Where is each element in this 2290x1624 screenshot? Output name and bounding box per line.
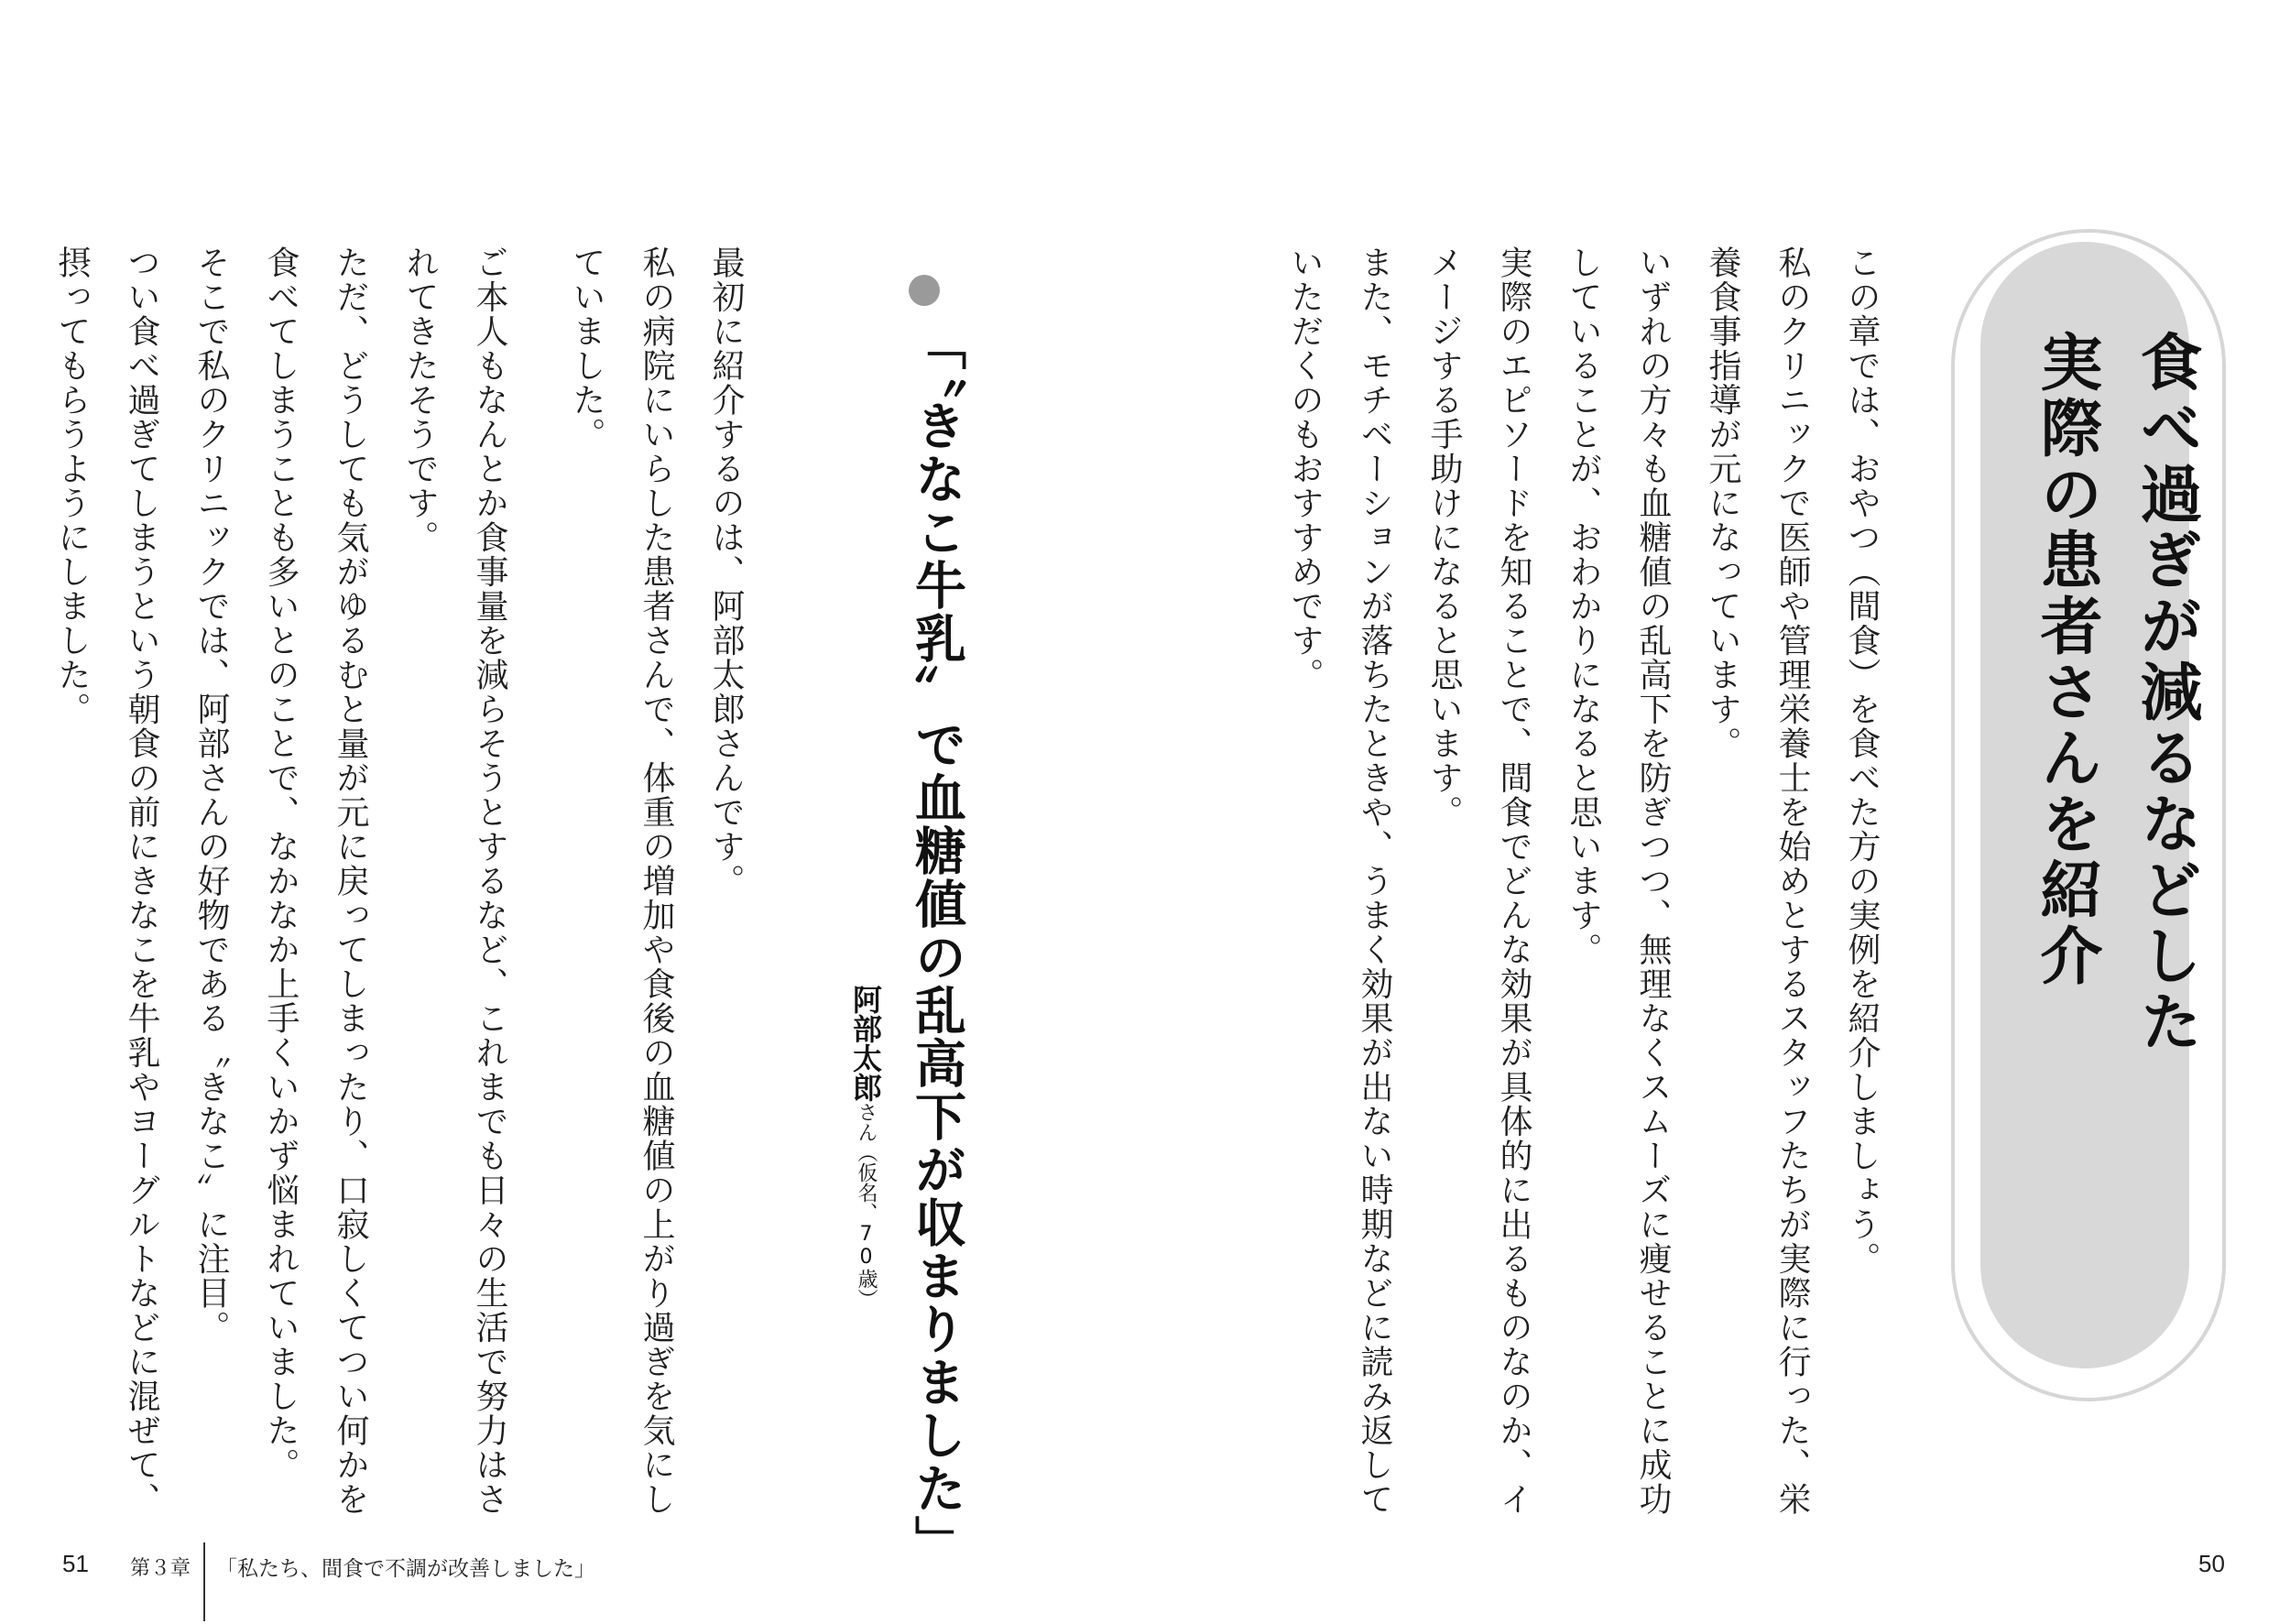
story-line: 摂ってもらうようにしました。	[53, 245, 91, 726]
intro-line: 養食事指導が元になっています。	[1704, 245, 1741, 761]
intro-line: 実際のエピソードを知ることで、間食でどんな効果が具体的に出るものなのか、イ	[1495, 245, 1532, 1517]
intro-line: いただくのもおすすめです。	[1286, 245, 1324, 692]
intro-line: また、モチベーションが落ちたときや、うまく効果が出ない時期などに読み返して	[1356, 245, 1393, 1517]
story-line: 最初に紹介するのは、阿部太郎さんです。	[707, 245, 745, 899]
person-note: （仮名、70歳）	[855, 1142, 878, 1309]
story-line: れてきたそうです。	[401, 245, 439, 555]
section-heading: 「〝きなこ牛乳〟で血糖値の乱高下が収まりました」	[907, 319, 966, 1568]
story-line: 食べてしまうことも多いとのことで、なかなか上手くいかず悩まれていました。	[262, 245, 300, 1482]
section-bullet-icon	[909, 275, 940, 306]
intro-line: メージする手助けになると思います。	[1425, 245, 1463, 830]
story-line: 私の病院にいらした患者さんで、体重の増加や食後の血糖値の上がり過ぎを気にし	[638, 245, 675, 1517]
intro-text	[1270, 245, 1896, 1517]
intro-line: いずれの方々も血糖値の乱高下を防ぎつつ、無理なくスムーズに痩せることに成功	[1634, 245, 1672, 1517]
story-line: ていました。	[568, 245, 605, 452]
story-text	[37, 245, 760, 1517]
page-number-right: 50	[2198, 1550, 2225, 1577]
page-number-left: 51	[62, 1550, 89, 1577]
story-line: そこで私のクリニックでは、阿部さんの好物である〝きなこ〟に注目。	[192, 245, 230, 1345]
intro-line: していることが、おわかりになると思います。	[1565, 245, 1602, 967]
running-chapter-title: 「私たち、間食で不調が改善しました」	[216, 1556, 595, 1580]
chapter-title-line: 食べ過ぎが減るなどした	[2130, 330, 2202, 1055]
footer-divider	[203, 1542, 205, 1621]
story-line: つい食べ過ぎてしまうという朝食の前にきなこを牛乳やヨーグルトなどに混ぜて、	[123, 245, 160, 1517]
intro-line: 私のクリニックで医師や管理栄養士を始めとするスタッフたちが実際に行った、栄	[1773, 245, 1811, 1517]
person-name: 阿部太郎	[848, 985, 883, 1102]
chapter-label: 第３章	[130, 1556, 191, 1579]
chapter-title-line: 実際の患者さんを紹介	[2030, 330, 2102, 989]
section-person	[845, 985, 887, 1309]
story-line: ただ、どうしても気がゆるむと量が元に戻ってしまったり、口寂しくてつい何かを	[332, 245, 369, 1517]
intro-line: この章では、おやつ（間食）を食べた方の実例を紹介しましょう。	[1843, 245, 1881, 1276]
chapter-title	[2011, 330, 2210, 1055]
story-line: ご本人もなんとか食事量を減らそうとするなど、これまでも日々の生活で努力はさ	[471, 245, 508, 1517]
person-suffix: さん	[855, 1102, 878, 1142]
